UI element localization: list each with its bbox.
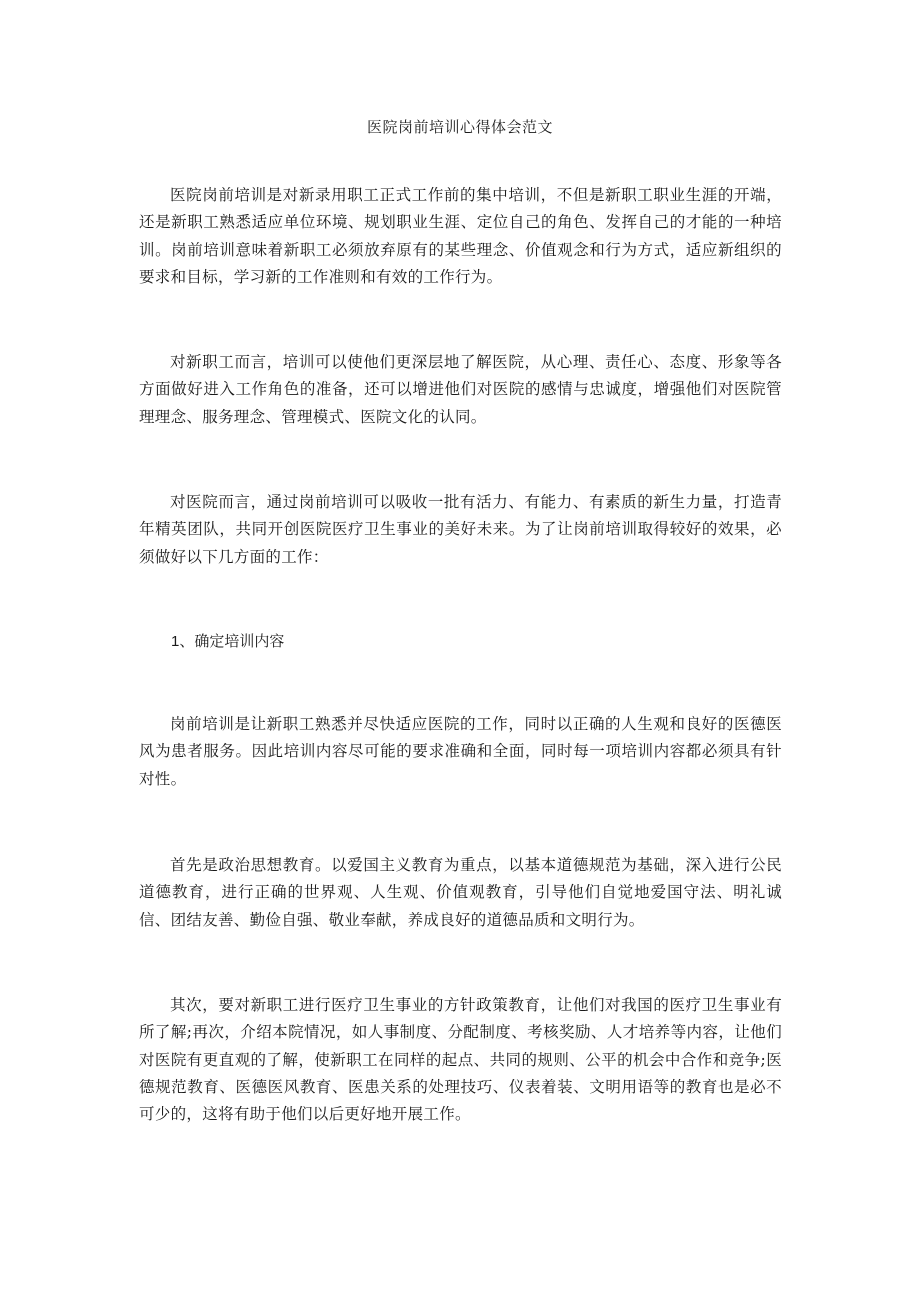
paragraph-political-education: 首先是政治思想教育。以爱国主义教育为重点，以基本道德规范为基础，深入进行公民道德教育，进行正确的世界观、人生观、价值观教育，引导他们自觉地爱国守法、明礼诚信、团结友善、勤俭自强、敬业奉献，养成良好的道德品质和文明行为。 <box>139 856 782 929</box>
document-title: 医院岗前培训心得体会范文 <box>366 118 553 136</box>
section-heading: 1、确定培训内容 <box>171 633 285 650</box>
paragraph-policy-education: 其次，要对新职工进行医疗卫生事业的方针政策教育，让他们对我国的医疗卫生事业有所了解;再次，介绍本院情况，如人事制度、分配制度、考核奖励、人才培养等内容，让他们对医院有更直观的了解，使新职工在同样的起点、共同的规则、公平的机会中合作和竞争;医德规范教育、医德医风教育、医患关系的处理技巧、仪表着装、文明用语等的教育也是必不可少的，这将有助于他们以后更好地开展工作。 <box>139 996 782 1124</box>
paragraph-staff-benefits: 对新职工而言，培训可以使他们更深层地了解医院，从心理、责任心、态度、形象等各方面做好进入工作角色的准备，还可以增进他们对医院的感情与忠诚度，增强他们对医院管理理念、服务理念、管理模式、医院文化的认同。 <box>139 353 782 426</box>
paragraph-training-content: 岗前培训是让新职工熟悉并尽快适应医院的工作，同时以正确的人生观和良好的医德医风为患者服务。因此培训内容尽可能的要求准确和全面，同时每一项培训内容都必须具有针对性。 <box>139 715 782 788</box>
paragraph-intro: 医院岗前培训是对新录用职工正式工作前的集中培训，不但是新职工职业生涯的开端，还是新职工熟悉适应单位环境、规划职业生涯、定位自己的角色、发挥自己的才能的一种培训。岗前培训意味着新职工必须放弃原有的某些理念、价值观念和行为方式，适应新组织的要求和目标，学习新的工作准则和有效的工作行为。 <box>139 186 782 286</box>
paragraph-hospital-benefits: 对医院而言，通过岗前培训可以吸收一批有活力、有能力、有素质的新生力量，打造青年精英团队，共同开创医院医疗卫生事业的美好未来。为了让岗前培训取得较好的效果，必须做好以下几方面的工作： <box>139 493 782 566</box>
